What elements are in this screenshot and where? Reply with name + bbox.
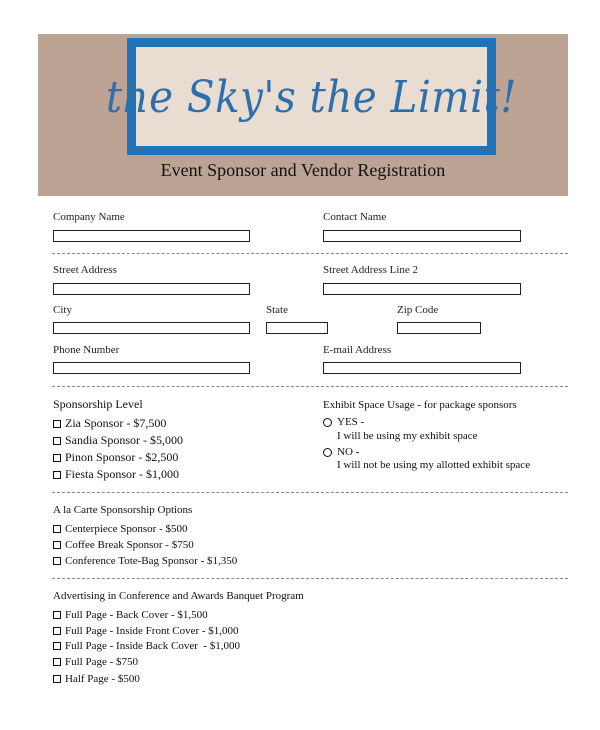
advertising-option-label: Half Page - $500 [65,673,140,685]
email-label: E-mail Address [323,344,392,356]
a-la-carte-option[interactable] [53,539,194,551]
advertising-title: Advertising in Conference and Awards Banquet Program [53,590,304,602]
exhibit-no-option[interactable] [323,446,359,458]
checkbox[interactable] [53,454,61,462]
advertising-option[interactable] [53,625,239,637]
checkbox[interactable] [53,541,61,549]
checkbox[interactable] [53,627,61,635]
radio-button[interactable] [323,418,332,427]
page-title: Event Sponsor and Vendor Registration [160,160,446,180]
checkbox[interactable] [53,658,61,666]
sponsorship-level-title: Sponsorship Level [53,397,143,411]
exhibit-yes-description: I will be using my exhibit space [337,430,478,442]
phone-number-input[interactable] [53,362,250,374]
divider [52,253,568,254]
sponsorship-option[interactable] [53,433,183,448]
logo [105,38,518,155]
street-address-input[interactable] [53,283,250,295]
advertising-option[interactable] [53,640,240,652]
checkbox[interactable] [53,642,61,650]
exhibit-no-description: I will not be using my allotted exhibit space [337,459,531,471]
advertising-option-label: Full Page - Back Cover - $1,500 [65,609,208,621]
divider [52,578,568,579]
checkbox[interactable] [53,471,61,479]
advertising-option[interactable] [53,609,208,621]
checkbox[interactable] [53,525,61,533]
email-input[interactable] [323,362,521,374]
sponsorship-option[interactable] [53,467,179,482]
a-la-carte-option[interactable] [53,555,237,567]
city-label: City [53,304,72,316]
sponsorship-option[interactable] [53,416,166,431]
a-la-carte-title: A la Carte Sponsorship Options [53,504,193,516]
logo-text: the Sky's the Limit! [105,72,518,123]
a-la-carte-option[interactable] [53,523,188,535]
checkbox[interactable] [53,675,61,683]
sponsorship-option-label: Pinon Sponsor - $2,500 [65,450,179,464]
contact-name-input[interactable] [323,230,521,242]
street-address-label: Street Address [53,264,117,276]
a-la-carte-option-label: Centerpiece Sponsor - $500 [65,523,188,535]
a-la-carte-option-label: Coffee Break Sponsor - $750 [65,539,194,551]
street-address2-label: Street Address Line 2 [323,264,419,276]
exhibit-yes-option[interactable] [323,416,364,428]
advertising-option-label: Full Page - Inside Front Cover - $1,000 [65,625,239,637]
advertising-option[interactable] [53,673,140,685]
divider [52,386,568,387]
zip-code-label: Zip Code [397,304,439,316]
sponsorship-option[interactable] [53,450,178,465]
sponsorship-option-label: Sandia Sponsor - $5,000 [65,433,183,447]
exhibit-space-title: Exhibit Space Usage - for package sponsors [323,399,517,411]
radio-button[interactable] [323,448,332,457]
phone-number-label: Phone Number [53,344,120,356]
a-la-carte-option-label: Conference Tote-Bag Sponsor - $1,350 [65,555,238,567]
company-name-label: Company Name [53,211,125,223]
checkbox[interactable] [53,437,61,445]
advertising-option[interactable] [53,656,138,668]
zip-code-input[interactable] [397,322,481,334]
logo-inner [105,47,518,146]
company-name-input[interactable] [53,230,250,242]
sponsorship-option-label: Fiesta Sponsor - $1,000 [65,467,179,481]
city-input[interactable] [53,322,250,334]
street-address2-input[interactable] [323,283,521,295]
checkbox[interactable] [53,557,61,565]
contact-name-label: Contact Name [323,211,387,223]
exhibit-no-label: NO - [337,446,360,458]
state-label: State [266,304,288,316]
divider [52,492,568,493]
sponsorship-option-label: Zia Sponsor - $7,500 [65,416,167,430]
advertising-option-label: Full Page - Inside Back Cover - $1,000 [65,640,241,652]
advertising-option-label: Full Page - $750 [65,656,139,668]
exhibit-yes-label: YES - [337,416,365,428]
checkbox[interactable] [53,420,61,428]
state-input[interactable] [266,322,328,334]
checkbox[interactable] [53,611,61,619]
